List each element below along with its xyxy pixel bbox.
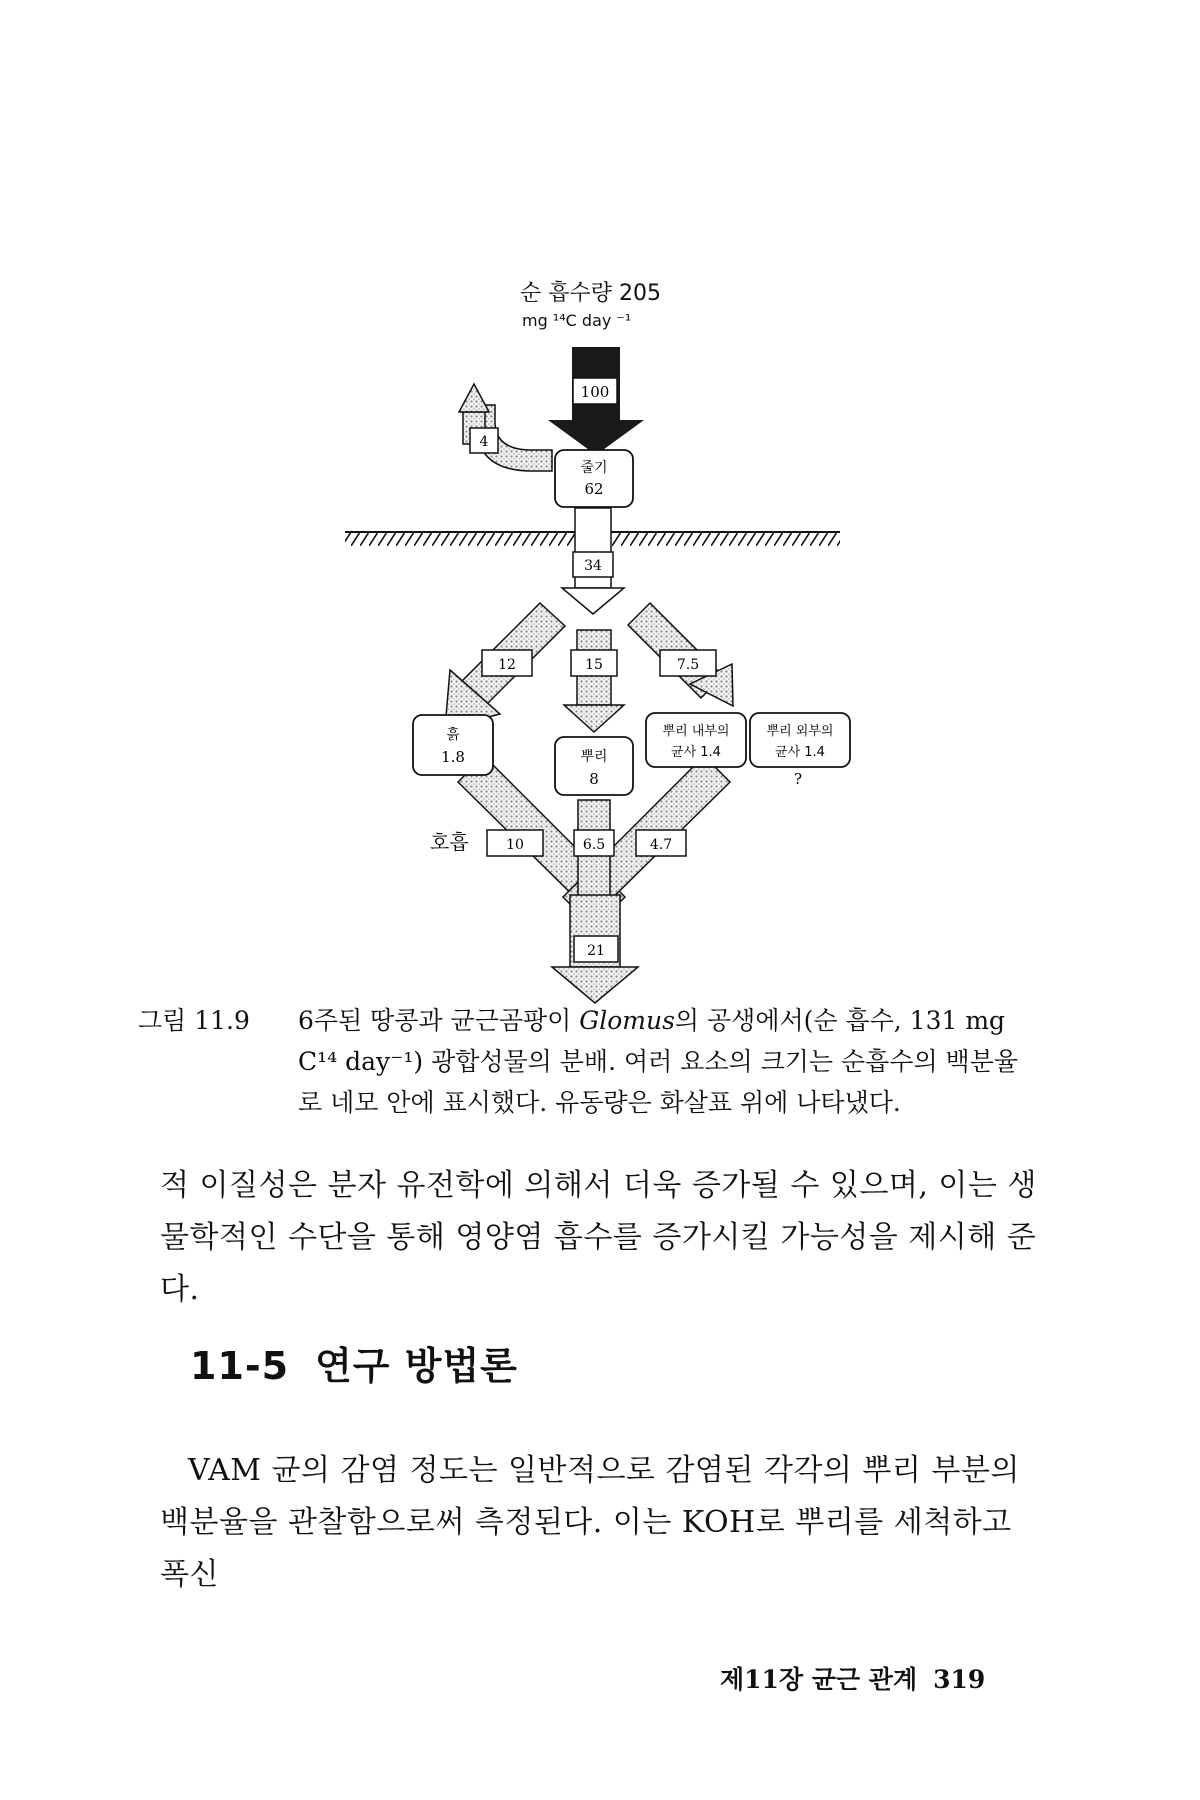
body-paragraph-1: 적 이질성은 분자 유전학에 의해서 더욱 증가될 수 있으며, 이는 생물학적인 수단을 통해 영양염 흡수를 증가시킬 가능성을 제시해 준다. (160, 1168, 1037, 1307)
down-value: 34 (584, 558, 602, 574)
shoot-out-value: 4 (479, 434, 489, 450)
page-footer (720, 1660, 985, 1696)
soil-name: 흙 (446, 727, 460, 743)
to-fungi-value: 7.5 (676, 657, 700, 673)
figure-label: 그림 11.9 (138, 1006, 250, 1035)
soil-box (413, 715, 493, 775)
uptake-label: 순 흡수량 205 (520, 281, 661, 306)
external-fungi-line1: 뿌리 외부의 (766, 724, 834, 739)
chapter-title: 제11장 균근 관계 (720, 1665, 918, 1694)
caption-text-before: 6주된 땅콩과 균근곰팡이 (298, 1006, 572, 1035)
external-fungi-line2: 균사 1.4 (775, 745, 825, 760)
resp-soil-value: 10 (506, 837, 524, 853)
resp-total-value: 21 (587, 943, 605, 959)
caption-body (298, 1000, 1038, 1123)
internal-fungi-line1: 뿌리 내부의 (662, 724, 730, 739)
to-root-value: 15 (585, 657, 603, 673)
root-value: 8 (589, 770, 599, 788)
shoot-box (555, 450, 633, 507)
root-arrow (564, 630, 624, 732)
soil-value: 1.8 (441, 748, 465, 766)
input-value: 100 (580, 383, 610, 401)
shoot-name: 줄기 (580, 460, 608, 476)
section-number: 11-5 (190, 1344, 290, 1388)
caption-genus: Glomus (579, 1006, 675, 1035)
internal-fungi-line2: 균사 1.4 (671, 745, 721, 760)
resp-root-value: 6.5 (582, 837, 606, 853)
caption-text-after: 의 공생에서(순 흡수, 131 mg C¹⁴ day⁻¹) 광합성물의 분배. 여러 요소의 크기는 순흡수의 백분율로 네모 안에 표시했다. 유동량은 화살표 위에 나타냈다. (298, 1006, 1018, 1117)
body-paragraph-2: VAM 균의 감염 정도는 일반적으로 감염된 각각의 뿌리 부분의 백분율을 관찰함으로써 측정된다. 이는 KOH로 뿌리를 세척하고 폭신 (160, 1453, 1020, 1592)
to-soil-value: 12 (498, 657, 516, 673)
root-name: 뿌리 (580, 749, 608, 765)
figure-caption (138, 1000, 1038, 1123)
uptake-unit: mg ¹⁴C day ⁻¹ (522, 311, 632, 330)
respiration-label: 호흡 (430, 830, 469, 854)
shoot-value: 62 (584, 480, 604, 498)
section-title: 연구 방법론 (315, 1344, 518, 1388)
resp-fungi-value: 4.7 (649, 837, 673, 853)
external-fungi-note: ? (793, 770, 803, 788)
section-heading (190, 1335, 518, 1390)
page-number: 319 (933, 1665, 986, 1694)
